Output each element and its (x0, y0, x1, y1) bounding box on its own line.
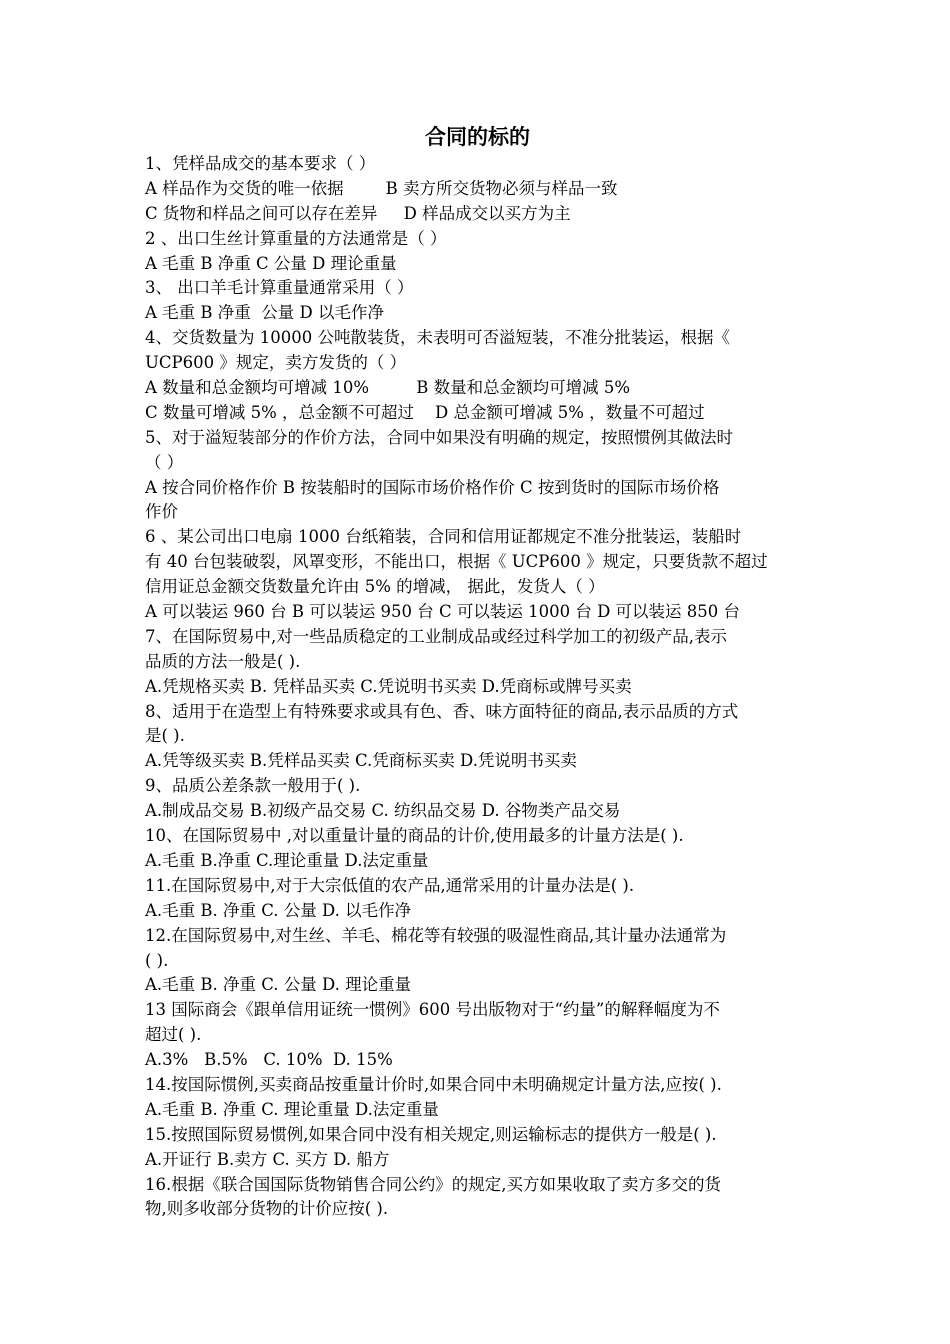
text-line: 4、交货数量为 10000 公吨散装货，未表明可否溢短装，不准分批装运，根据《 (145, 328, 730, 348)
text-line: 11.在国际贸易中,对于大宗低值的农产品,通常采用的计量办法是( ). (145, 875, 635, 895)
text-line: C 数量可增减 5% ，总金额不可超过 D 总金额可增减 5% ，数量不可超过 (145, 402, 705, 422)
text-line: A.毛重 B. 净重 C. 公量 D. 以毛作净 (145, 900, 412, 920)
text-line: 13 国际商会《跟单信用证统一惯例》600 号出版物对于“约量”的解释幅度为不 (145, 1000, 720, 1020)
text-line: A 可以装运 960 台 B 可以装运 950 台 C 可以装运 1000 台 D 可以装运 850 台 (145, 602, 741, 622)
text-line: 6 、某公司出口电扇 1000 台纸箱装，合同和信用证都规定不准分批装运，装船时 (145, 527, 742, 547)
text-line: 3、 出口羊毛计算重量通常采用（ ） (145, 278, 414, 298)
text-line: A.毛重 B. 净重 C. 理论重量 D.法定重量 (145, 1099, 439, 1119)
text-line: UCP600 》规定，卖方发货的（ ） (145, 353, 407, 373)
text-line: A 按合同价格作价 B 按装船时的国际市场价格作价 C 按到货时的国际市场价格 (145, 477, 720, 497)
text-line: 2 、出口生丝计算重量的方法通常是（ ） (145, 228, 447, 248)
text-line: A 样品作为交货的唯一依据 B 卖方所交货物必须与样品一致 (145, 178, 618, 198)
text-line: 是( ). (145, 726, 185, 746)
text-line: 10、在国际贸易中 ,对以重量计量的商品的计价,使用最多的计量方法是( ). (145, 826, 684, 846)
text-line: 品质的方法一般是( ). (145, 651, 301, 671)
text-line: A 毛重 B 净重 C 公量 D 理论重量 (145, 253, 397, 273)
text-line: 12.在国际贸易中,对生丝、羊毛、棉花等有较强的吸湿性商品,其计量办法通常为 (145, 925, 727, 945)
text-line: A.凭规格买卖 B. 凭样品买卖 C.凭说明书买卖 D.凭商标或牌号买卖 (145, 676, 632, 696)
text-line: A 数量和总金额均可增减 10% B 数量和总金额均可增减 5% (145, 378, 631, 398)
text-line: ( ). (145, 950, 169, 970)
text-line: A.毛重 B. 净重 C. 公量 D. 理论重量 (145, 975, 412, 995)
text-line: 1、凭样品成交的基本要求（ ） (145, 154, 376, 173)
text-line: 15.按照国际贸易惯例,如果合同中没有相关规定,则运输标志的提供方一般是( ). (145, 1124, 717, 1144)
text-line: A.3% B.5% C. 10% D. 15% (145, 1050, 393, 1070)
text-line: 作价 (145, 502, 178, 522)
text-line: 物,则多收部分货物的计价应按( ). (145, 1199, 389, 1219)
document-title: 合同的标的 (425, 125, 530, 149)
text-line: 14.按国际惯例,买卖商品按重量计价时,如果合同中未明确规定计量方法,应按( ). (145, 1074, 722, 1094)
text-line: A 毛重 B 净重 公量 D 以毛作净 (145, 303, 384, 323)
text-line: 有 40 台包装破裂，风罩变形，不能出口，根据《 UCP600 》规定，只要货款不超过 (145, 552, 768, 572)
text-line: 信用证总金额交货数量允许由 5% 的增减， 据此，发货人（ ） (145, 577, 605, 597)
text-line: A.开证行 B.卖方 C. 买方 D. 船方 (145, 1149, 390, 1169)
text-line: 9、品质公差条款一般用于( ). (145, 776, 361, 796)
text-line: A.凭等级买卖 B.凭样品买卖 C.凭商标买卖 D.凭说明书买卖 (145, 751, 577, 771)
text-line: 超过( ). (145, 1025, 202, 1045)
text-line: A.毛重 B.净重 C.理论重量 D.法定重量 (145, 850, 429, 870)
text-line: 5、对于溢短装部分的作价方法，合同中如果没有明确的规定，按照惯例其做法时 (145, 427, 733, 447)
document-page (145, 122, 810, 1222)
text-line: 7、在国际贸易中,对一些品质稳定的工业制成品或经过科学加工的初级产品,表示 (145, 626, 727, 646)
document-body (145, 152, 810, 1222)
text-line: A.制成品交易 B.初级产品交易 C. 纺织品交易 D. 谷物类产品交易 (145, 801, 621, 821)
text-line: 8、适用于在造型上有特殊要求或具有色、香、味方面特征的商品,表示品质的方式 (145, 701, 739, 721)
text-line: 16.根据《联合国国际货物销售合同公约》的规定,买方如果收取了卖方多交的货 (145, 1174, 721, 1194)
text-line: （ ） (145, 452, 184, 472)
text-line: C 货物和样品之间可以存在差异 D 样品成交以买方为主 (145, 203, 571, 223)
